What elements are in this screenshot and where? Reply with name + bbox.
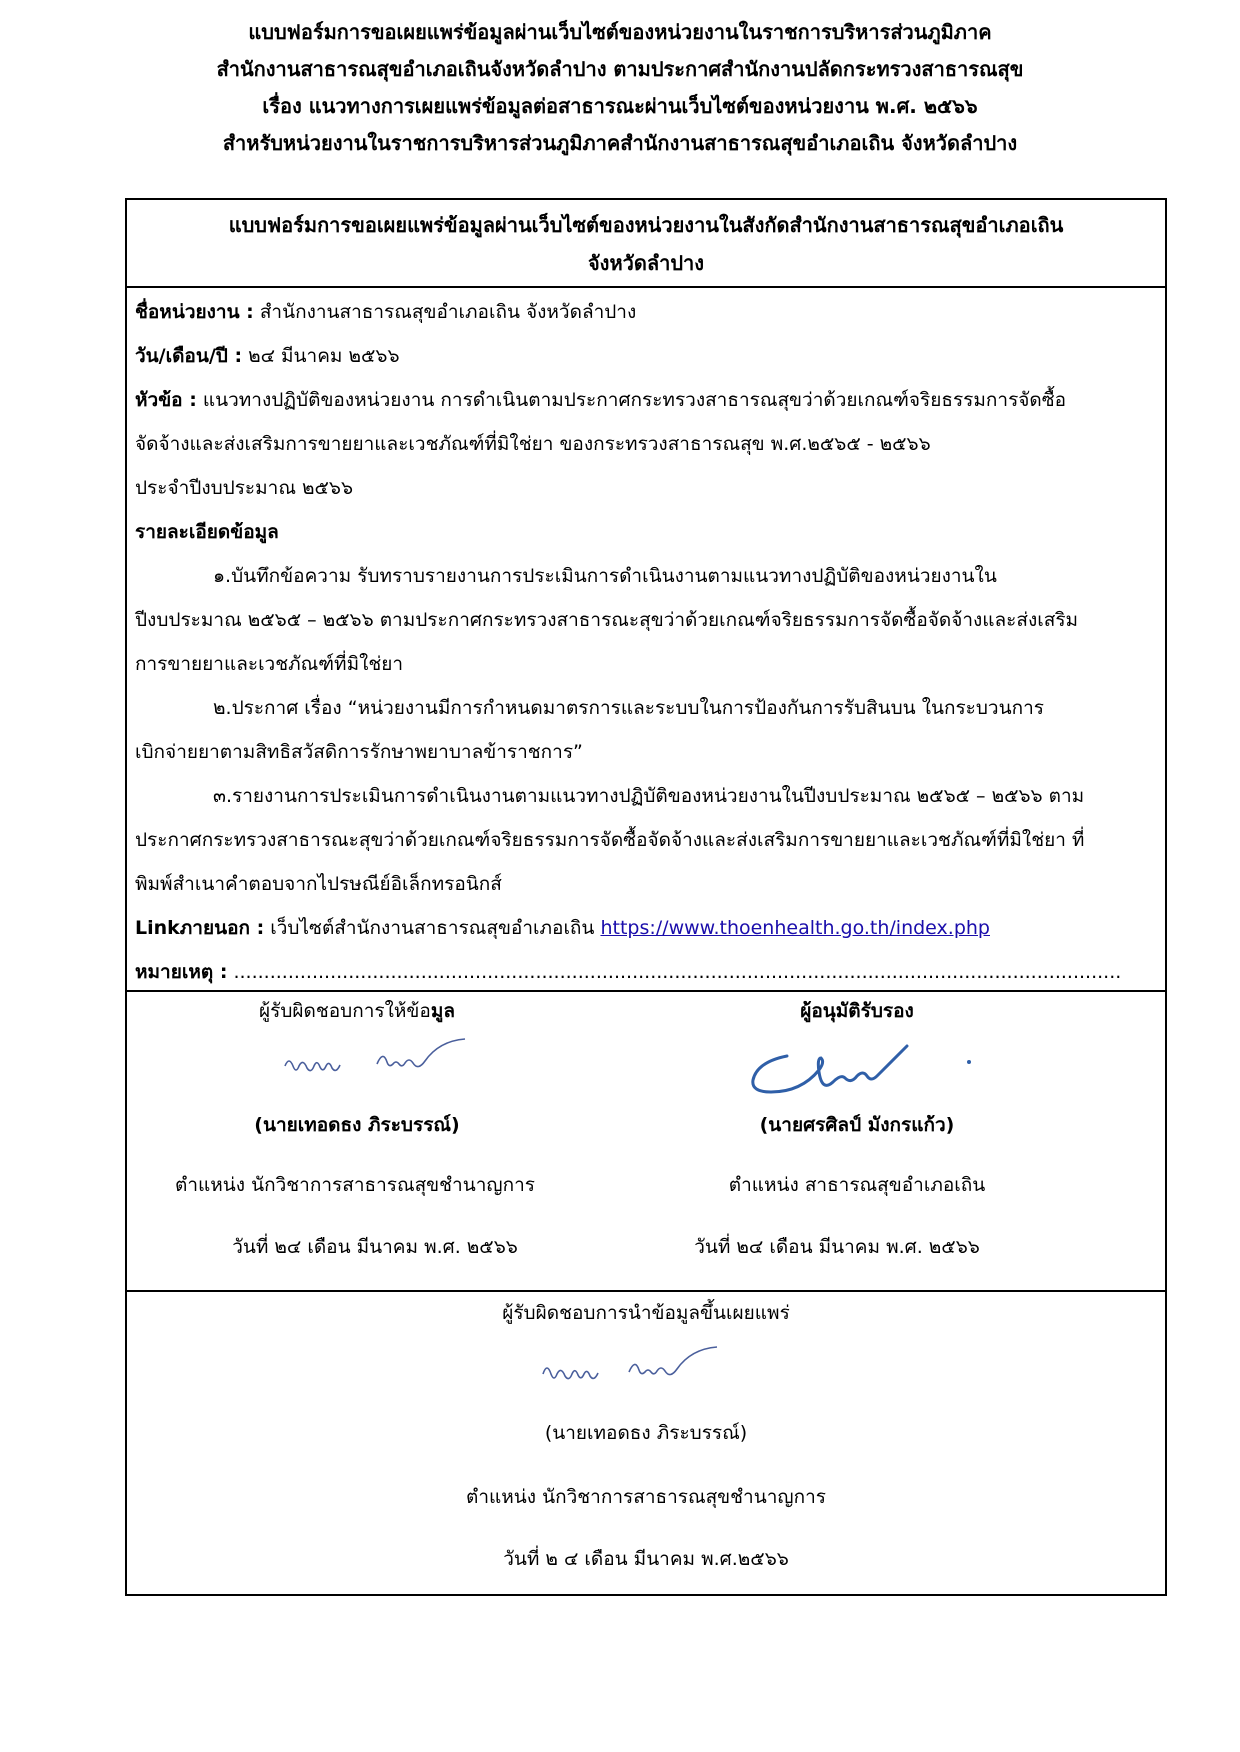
page-header — [0, 14, 1240, 162]
form-title-line-2: จังหวัดลำปาง — [587, 251, 705, 275]
approver-signature — [747, 1032, 977, 1102]
header-line-1: แบบฟอร์มการขอเผยแพร่ข้อมูลผ่านเว็บไซต์ของหน่วยงานในราชการบริหารส่วนภูมิภาค — [248, 20, 992, 44]
approver-name: (นายศรศิลป์ มังกรแก้ว) — [759, 1114, 955, 1136]
publisher-section — [127, 1290, 1165, 1596]
publisher-date: วันที่ ๒ ๔ เดือน มีนาคม พ.ศ.๒๕๖๖ — [503, 1548, 789, 1570]
item-2-line-2: เบิกจ่ายยาตามสิทธิสวัสดิการรักษาพยาบาลข้าราชการ” — [135, 741, 583, 763]
topic-line-1: แนวทางปฏิบัติของหน่วยงาน การดำเนินตามประกาศกระทรวงสาธารณสุขว่าด้วยเกณฑ์จริยธรรมการจัดซื้อ — [196, 389, 1067, 411]
date-row — [135, 334, 1157, 378]
publisher-signature — [537, 1344, 737, 1400]
external-link[interactable]: https://www.thoenhealth.go.th/index.php — [600, 917, 990, 939]
note-row — [135, 950, 1157, 994]
link-prefix: เว็บไซต์สำนักงานสาธารณสุขอำเภอเถิน — [264, 917, 601, 939]
publisher-name: (นายเทอดธง ภิระบรรณ์) — [544, 1422, 748, 1444]
approver-date: วันที่ ๒๔ เดือน มีนาคม พ.ศ. ๒๕๖๖ — [694, 1236, 980, 1258]
responsible-info-title-bold: มูล — [430, 1000, 455, 1022]
item-1-line-3: การขายยาและเวชภัณฑ์ที่มิใช่ยา — [135, 653, 404, 675]
date-value: ๒๔ มีนาคม ๒๕๖๖ — [242, 345, 400, 367]
topic-line-3: ประจำปีงบประมาณ ๒๕๖๖ — [135, 477, 354, 499]
item-3-line-2: ประกาศกระทรวงสาธารณะสุขว่าด้วยเกณฑ์จริยธรรมการจัดซื้อจัดจ้างและส่งเสริมการขายยาและเวชภัณฑ์ที่มิใช่ยา ที่ — [135, 829, 1085, 851]
item-2-line-1: ๒.ประกาศ เรื่อง “หน่วยงานมีการกำหนดมาตรการและระบบในการป้องกันการรับสินบน ในกระบวนการ — [213, 697, 1044, 719]
publisher-position: ตำแหน่ง นักวิชาการสาธารณสุขชำนาญการ — [466, 1486, 826, 1508]
responsible-name: (นายเทอดธง ภิระบรรณ์) — [254, 1114, 460, 1136]
link-row — [135, 906, 1157, 950]
header-line-2: สำนักงานสาธารณสุขอำเภอเถินจังหวัดลำปาง ตามประกาศสำนักงานปลัดกระทรวงสาธารณสุข — [216, 57, 1024, 81]
unit-value: สำนักงานสาธารณสุขอำเภอเถิน จังหวัดลำปาง — [253, 301, 637, 323]
unit-row — [135, 290, 1157, 334]
unit-label: ชื่อหน่วยงาน : — [135, 301, 254, 323]
approver-position: ตำแหน่ง สาธารณสุขอำเภอเถิน — [728, 1174, 986, 1196]
publisher-title: ผู้รับผิดชอบการนำข้อมูลขึ้นเผยแพร่ — [502, 1302, 790, 1324]
responsible-signature — [277, 1034, 487, 1094]
details-label: รายละเอียดข้อมูล — [135, 521, 279, 543]
item-3-line-3: พิมพ์สำเนาคำตอบจากไปรษณีย์อิเล็กทรอนิกส์ — [135, 873, 502, 895]
note-value: ................................................................................................................................................... — [227, 961, 1122, 983]
form-title-line-1: แบบฟอร์มการขอเผยแพร่ข้อมูลผ่านเว็บไซต์ของหน่วยงานในสังกัดสำนักงานสาธารณสุขอำเภอเถิน — [228, 213, 1064, 237]
item-3-line-1: ๓.รายงานการประเมินการดำเนินงานตามแนวทางปฏิบัติของหน่วยงานในปีงบประมาณ ๒๕๖๕ – ๒๕๖๖ ตาม — [213, 785, 1085, 807]
item-1-line-2: ปีงบประมาณ ๒๕๖๕ – ๒๕๖๖ ตามประกาศกระทรวงสาธารณะสุขว่าด้วยเกณฑ์จริยธรรมการจัดซื้อจัดจ้างและส่งเสริม — [135, 609, 1079, 631]
signature-section — [127, 990, 1165, 1290]
date-label: วัน/เดือน/ปี : — [135, 345, 243, 367]
responsible-info-title — [187, 996, 527, 1026]
approver-title: ผู้อนุมัติรับรอง — [800, 1000, 914, 1022]
topic-row — [135, 378, 1157, 422]
form-title — [127, 200, 1165, 288]
form-frame — [125, 198, 1167, 1596]
topic-label: หัวข้อ : — [135, 389, 197, 411]
item-1-line-1: ๑.บันทึกข้อความ รับทราบรายงานการประเมินการดำเนินงานตามแนวทางปฏิบัติของหน่วยงานใน — [213, 565, 997, 587]
topic-line-2: จัดจ้างและส่งเสริมการขายยาและเวชภัณฑ์ที่มิใช่ยา ของกระทรวงสาธารณสุข พ.ศ.๒๕๖๕ - ๒๕๖๖ — [135, 433, 931, 455]
responsible-position: ตำแหน่ง นักวิชาการสาธารณสุขชำนาญการ — [175, 1174, 535, 1196]
responsible-info-title-prefix: ผู้รับผิดชอบการให้ข้อ — [259, 1000, 431, 1022]
responsible-date: วันที่ ๒๔ เดือน มีนาคม พ.ศ. ๒๕๖๖ — [232, 1236, 518, 1258]
header-line-4: สำหรับหน่วยงานในราชการบริหารส่วนภูมิภาคสำนักงานสาธารณสุขอำเภอเถิน จังหวัดลำปาง — [222, 131, 1018, 155]
header-line-3: เรื่อง แนวทางการเผยแพร่ข้อมูลต่อสาธารณะผ่านเว็บไซต์ของหน่วยงาน พ.ศ. ๒๕๖๖ — [262, 94, 978, 118]
link-label: Linkภายนอก : — [135, 917, 265, 939]
note-label: หมายเหตุ : — [135, 961, 228, 983]
form-details — [135, 290, 1157, 994]
